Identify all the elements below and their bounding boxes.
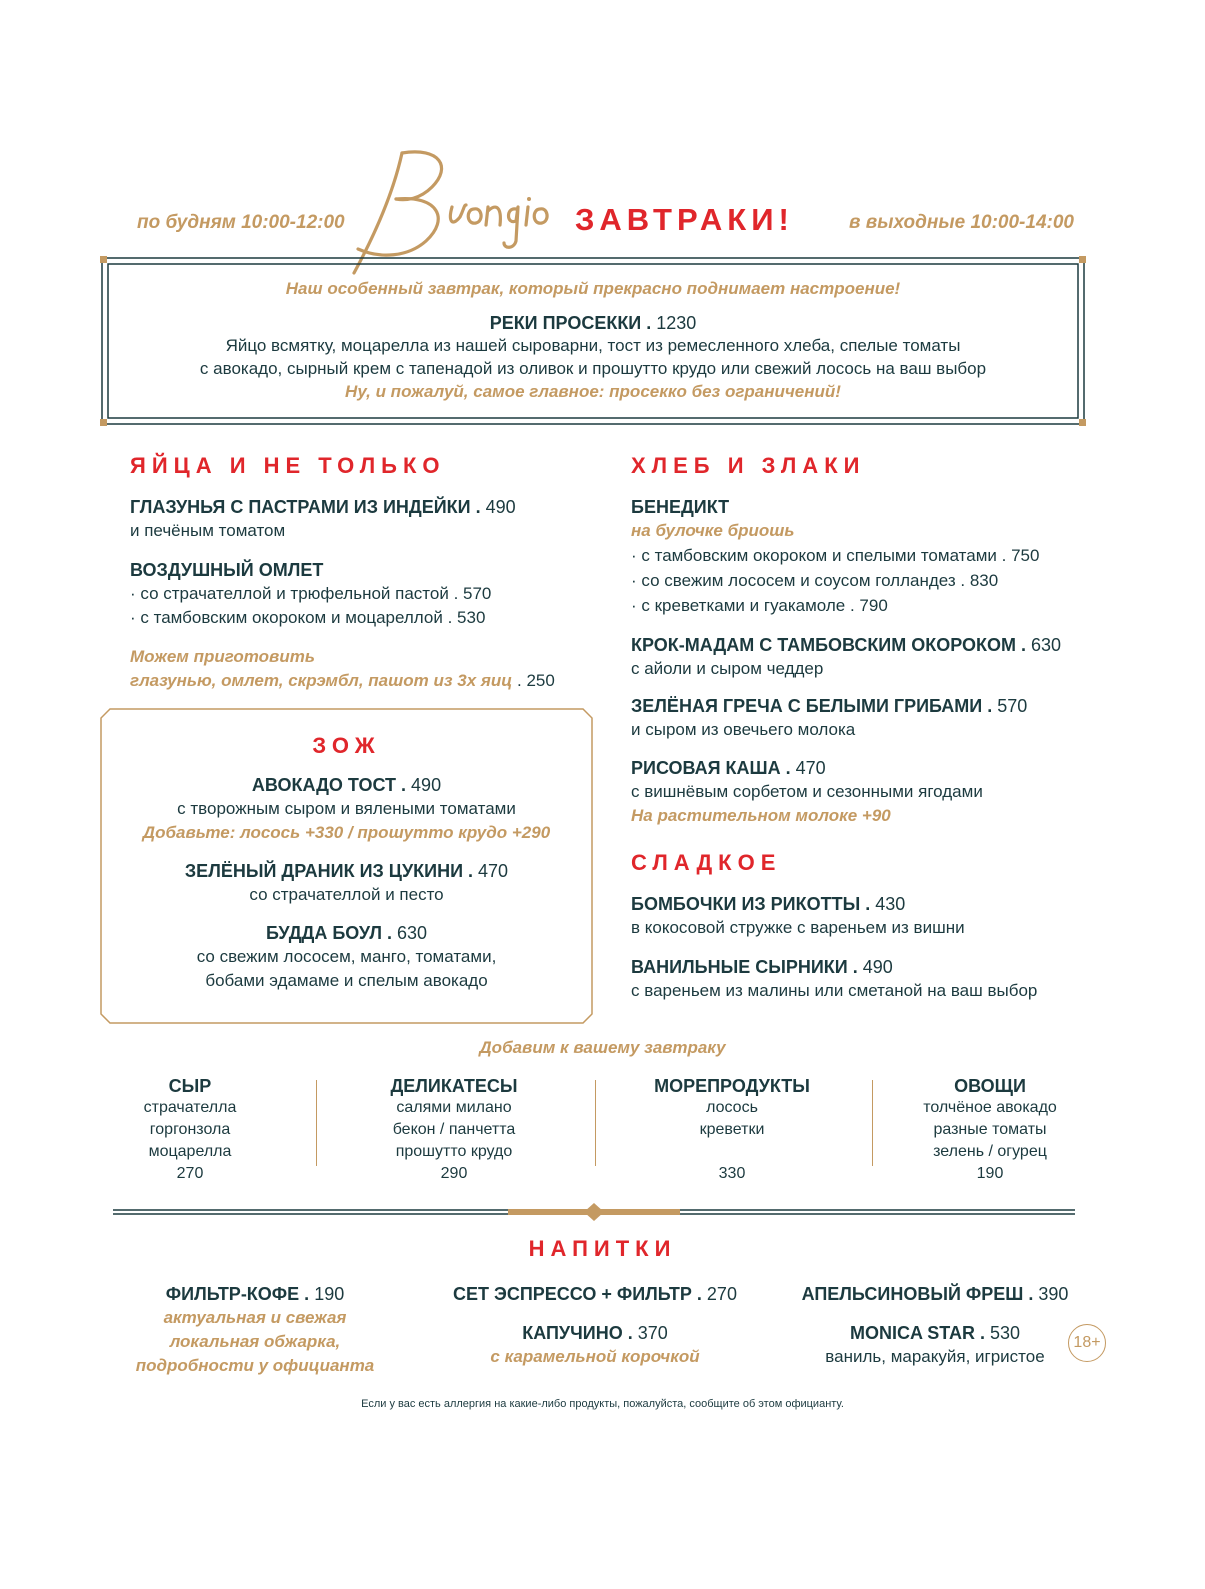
dish-ricotta-bombs: БОМБОЧКИ ИЗ РИКОТТЫ . 430 в кокосовой стружке с вареньем из вишни [631, 892, 965, 940]
dish-option: · с тамбовским окороком и моцареллой [130, 608, 443, 627]
dish-benedict: БЕНЕДИКТ на булочке бриошь · с тамбовским окороком и спелыми томатами . 750 · со свежим лососем и соусом голландез . 830 · с креветками и гуакамоле . 790 [631, 497, 1040, 615]
drink-name: КАПУЧИНО [522, 1323, 623, 1343]
dish-price: 830 [969, 571, 999, 590]
addon-head: ОВОЩИ [954, 1076, 1026, 1096]
dish-name: ВОЗДУШНЫЙ ОМЛЕТ [130, 560, 324, 580]
dish-zucchini: ЗЕЛЁНЫЙ ДРАНИК ИЗ ЦУКИНИ . 470 со страчателлой и песто [100, 859, 593, 907]
age-restriction-badge [1068, 1324, 1106, 1362]
dish-price: 430 [875, 894, 906, 914]
dish-name: БУДДА БОУЛ [265, 923, 382, 943]
dish-buddha-bowl: БУДДА БОУЛ . 630 со свежим лососем, манго, томатами, бобами эдамаме и спелым авокадо [100, 921, 593, 993]
addon-line: лосось [706, 1099, 758, 1116]
drink-price: 370 [637, 1323, 668, 1343]
addon-line [612, 1141, 852, 1163]
custom-eggs-line1: Можем приготовить [130, 647, 315, 666]
drink-desc: с карамельной корочкой [490, 1347, 700, 1366]
age-badge-label: 18+ [1073, 1334, 1101, 1351]
dish-name: ЗЕЛЁНЫЙ ДРАНИК ИЗ ЦУКИНИ [184, 861, 464, 881]
addon-column-cheese [70, 1075, 310, 1185]
dish-option: · с тамбовским окороком и спелыми томатами [631, 546, 997, 565]
dish-price: 490 [485, 497, 516, 517]
drink-name: ФИЛЬТР-КОФЕ [165, 1284, 300, 1304]
dish-desc: с вишнёвым сорбетом и сезонными ягодами [631, 782, 983, 801]
addon-column-deli [334, 1075, 574, 1185]
drink-desc: подробности у официанта [135, 1356, 375, 1375]
addon-column-seafood [612, 1075, 852, 1185]
dish-name: КРОК-МАДАМ С ТАМБОВСКИМ ОКОРОКОМ [631, 635, 1016, 655]
dish-price: 570 [463, 584, 492, 603]
addon-price: 270 [176, 1165, 204, 1182]
drink-price: 530 [989, 1323, 1021, 1343]
dish-desc: и печёным томатом [130, 521, 286, 540]
dish-name: БЕНЕДИКТ [631, 497, 730, 517]
drink-price: 390 [1038, 1284, 1069, 1304]
dish-price: 470 [478, 861, 509, 881]
dish-name: БОМБОЧКИ ИЗ РИКОТТЫ [631, 894, 861, 914]
addon-divider [316, 1080, 317, 1166]
addon-line: бекон / панчетта [392, 1121, 516, 1138]
addon-head: СЫР [168, 1076, 212, 1096]
dish-price: 750 [1011, 546, 1040, 565]
dish-note: На растительном молоке +90 [631, 806, 891, 825]
featured-tagline: Наш особенный завтрак, который прекрасно поднимает настроение! [285, 279, 901, 298]
addon-head: МОРЕПРОДУКТЫ [654, 1076, 810, 1096]
drink-price: 190 [314, 1284, 345, 1304]
dish-name: ГЛАЗУНЬЯ С ПАСТРАМИ ИЗ ИНДЕЙКИ [130, 497, 471, 517]
addon-line: толчёное авокадо [923, 1099, 1057, 1116]
featured-dish-price: 1230 [656, 313, 697, 333]
dish-option: · с креветками и гуакамоле [631, 596, 846, 615]
dish-desc: и сыром из овечьего молока [631, 720, 856, 739]
custom-eggs: Можем приготовить глазунью, омлет, скрэмбл, пашот из 3х яиц . 250 [130, 647, 555, 690]
dish-price: 470 [795, 758, 826, 778]
dish-price: 490 [862, 957, 893, 977]
dish-price: 530 [457, 608, 486, 627]
dish-name: АВОКАДО ТОСТ [251, 775, 397, 795]
addon-price: 330 [718, 1165, 746, 1182]
dish-price: 570 [997, 696, 1028, 716]
addon-price: 290 [440, 1165, 468, 1182]
dish-croque-madame: КРОК-МАДАМ С ТАМБОВСКИМ ОКОРОКОМ . 630 с айоли и сыром чеддер [631, 633, 1061, 681]
dish-price: 630 [397, 923, 428, 943]
dish-desc: в кокосовой стружке с вареньем из вишни [631, 918, 965, 937]
weekday-hours: по будням 10:00-12:00 [137, 212, 345, 233]
dish-omelette: ВОЗДУШНЫЙ ОМЛЕТ · со страчателлой и трюфельной пастой . 570 · с тамбовским окороком и моцареллой . 530 [130, 560, 492, 627]
custom-eggs-price: 250 [526, 671, 555, 690]
featured-desc-1: Яйцо всмятку, моцарелла из нашей сыроварни, тост из ремесленного хлеба, спелые томаты [225, 336, 961, 355]
drink-desc: актуальная и свежая [163, 1308, 347, 1327]
section-title-eggs: ЯЙЦА И НЕ ТОЛЬКО [130, 453, 446, 478]
section-title-zozh: ЗОЖ [312, 733, 381, 758]
dish-price: 490 [411, 775, 442, 795]
addon-line: разные томаты [933, 1121, 1047, 1138]
addon-line: зелень / огурец [933, 1143, 1047, 1160]
drink-name: СЕТ ЭСПРЕССО + ФИЛЬТР [453, 1284, 692, 1304]
drinks-title-wrap [0, 1236, 1205, 1262]
dish-option: · со свежим лососем и соусом голландез [631, 571, 956, 590]
drink-desc: локальная обжарка, [169, 1332, 341, 1351]
addon-divider [595, 1080, 596, 1166]
addon-line: моцарелла [148, 1143, 232, 1160]
drink-cappuccino: КАПУЧИНО . 370 с карамельной корочкой [430, 1321, 760, 1369]
addon-column-veg [870, 1075, 1110, 1185]
dish-fried-eggs: ГЛАЗУНЬЯ С ПАСТРАМИ ИЗ ИНДЕЙКИ . 490 и печёным томатом [130, 495, 516, 543]
dish-desc: с айоли и сыром чеддер [631, 659, 824, 678]
dish-desc: с творожным сыром и вялеными томатами [177, 799, 516, 818]
drink-desc: ваниль, маракуйя, игристое [825, 1347, 1045, 1366]
dish-desc: бобами эдамаме и спелым авокадо [205, 971, 488, 990]
featured-dish-name: РЕКИ ПРОСЕККИ [489, 313, 642, 333]
addon-line: горгонзола [149, 1121, 231, 1138]
addon-line: страчателла [143, 1099, 237, 1116]
dish-desc: с вареньем из малины или сметаной на ваш выбор [631, 981, 1038, 1000]
addon-price: 190 [976, 1165, 1004, 1182]
dish-option: · со страчателлой и трюфельной пастой [130, 584, 449, 603]
dish-addon: Добавьте: лосось +330 / прошутто крудо +290 [142, 823, 551, 842]
section-divider [113, 1200, 1075, 1224]
addon-line: прошутто крудо [395, 1143, 513, 1160]
dish-name: ВАНИЛЬНЫЕ СЫРНИКИ [631, 957, 848, 977]
addon-line: салями милано [396, 1099, 512, 1116]
featured-content [100, 278, 1086, 403]
dish-rice-porridge: РИСОВАЯ КАША . 470 с вишнёвым сорбетом и сезонными ягодами На растительном молоке +90 [631, 756, 983, 828]
addon-head: ДЕЛИКАТЕСЫ [390, 1076, 518, 1096]
dish-avocado-toast: АВОКАДО ТОСТ . 490 с творожным сыром и вялеными томатами Добавьте: лосось +330 / прошутто крудо +290 [100, 773, 593, 845]
dish-sub: на булочке бриошь [631, 521, 795, 540]
featured-dish: РЕКИ ПРОСЕККИ . 1230 [489, 313, 697, 333]
drink-price: 270 [706, 1284, 737, 1304]
section-title-bread: ХЛЕБ И ЗЛАКИ [631, 453, 866, 478]
drink-name: АПЕЛЬСИНОВЫЙ ФРЕШ [801, 1284, 1024, 1304]
dish-name: ЗЕЛЁНАЯ ГРЕЧА С БЕЛЫМИ ГРИБАМИ [631, 696, 983, 716]
page-title: ЗАВТРАКИ! [575, 202, 794, 237]
drink-monica-star: MONICA STAR . 530 ваниль, маракуйя, игристое [780, 1321, 1090, 1369]
drink-orange-juice: АПЕЛЬСИНОВЫЙ ФРЕШ . 390 [801, 1284, 1069, 1304]
custom-eggs-line2: глазунью, омлет, скрэмбл, пашот из 3х яиц [130, 671, 513, 690]
dish-desc: со страчателлой и песто [249, 885, 444, 904]
allergy-note: Если у вас есть аллергия на какие-либо продукты, пожалуйста, сообщите об этом официанту. [361, 1398, 844, 1410]
dish-desc: со свежим лососем, манго, томатами, [196, 947, 497, 966]
addons-title: Добавим к вашему завтраку [479, 1038, 726, 1057]
featured-desc-2: с авокадо, сырный крем с тапенадой из оливок и прошутто крудо или свежий лосось на ваш выбор [199, 359, 987, 378]
section-title-drinks: НАПИТКИ [528, 1236, 677, 1261]
section-title-sweet: СЛАДКОЕ [631, 850, 782, 875]
drink-name: MONICA STAR [849, 1323, 975, 1343]
zozh-content [100, 733, 593, 993]
drink-filter-coffee: ФИЛЬТР-КОФЕ . 190 актуальная и свежая локальная обжарка, подробности у официанта [120, 1282, 390, 1378]
dish-name: РИСОВАЯ КАША [631, 758, 781, 778]
addon-line: креветки [699, 1121, 765, 1138]
dish-syrniki: ВАНИЛЬНЫЕ СЫРНИКИ . 490 с вареньем из малины или сметаной на ваш выбор [631, 955, 1037, 1003]
drink-espresso-set: СЕТ ЭСПРЕССО + ФИЛЬТР . 270 [453, 1284, 737, 1304]
dish-price: 630 [1031, 635, 1062, 655]
featured-note: Ну, и пожалуй, самое главное: просекко без ограничений! [345, 382, 841, 401]
dish-buckwheat: ЗЕЛЁНАЯ ГРЕЧА С БЕЛЫМИ ГРИБАМИ . 570 и сыром из овечьего молока [631, 694, 1027, 742]
weekend-hours: в выходные 10:00-14:00 [849, 212, 1074, 233]
dish-price: 790 [859, 596, 888, 615]
